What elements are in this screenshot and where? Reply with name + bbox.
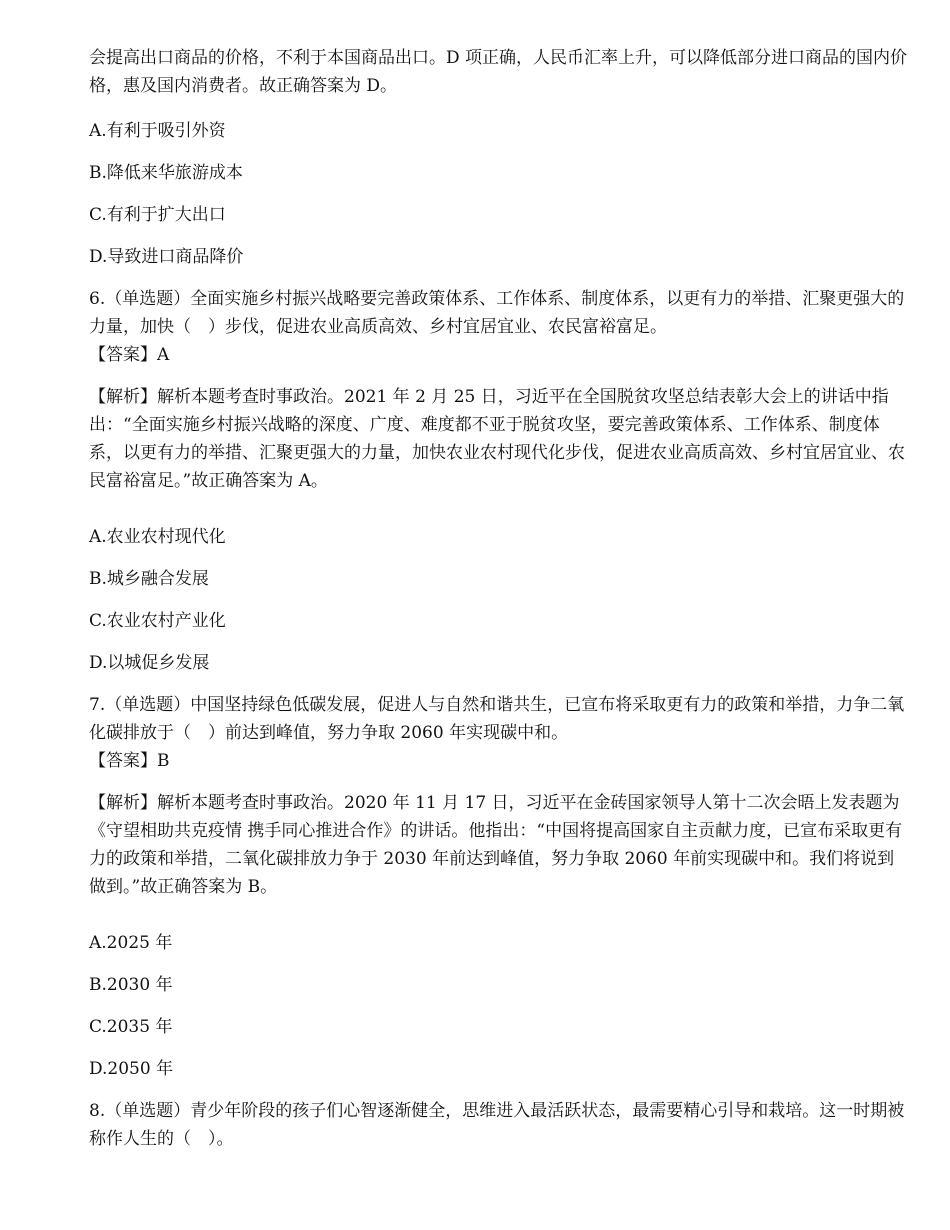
intro-analysis-text: 会提高出口商品的价格，不利于本国商品出口。D 项正确，人民币汇率上升，可以降低部分进口商品的国内价格，惠及国内消费者。故正确答案为 D。 [89, 48, 908, 96]
option-b: B.城乡融合发展 [89, 569, 209, 589]
option-c: C.2035 年 [89, 1017, 173, 1037]
question-stem: 6.（单选题）全面实施乡村振兴战略要完善政策体系、工作体系、制度体系，以更有力的举措、汇聚更强大的力量，加快（ ）步伐，促进农业高质高效、乡村宜居宜业、农民富裕富足。 [89, 289, 905, 337]
answer-label: 【答案】B [89, 751, 170, 771]
option-d: D.2050 年 [89, 1059, 174, 1079]
option-b: B.降低来华旅游成本 [89, 163, 243, 183]
analysis-text: 【解析】解析本题考查时事政治。2020 年 11 月 17 日，习近平在金砖国家领导人第十二次会晤上发表题为《守望相助共克疫情 携手同心推进合作》的讲话。他指出：“中国将提高国家自主贡献力度，已宣布采取更有力的政策和举措，二氧化碳排放力争于 2030 年前达到峰值，努力争取 2060 年前实现碳中和。我们将说到做到。”故正确答案为 B。 [89, 793, 903, 897]
option-b: B.2030 年 [89, 975, 173, 995]
option-d: D.导致进口商品降价 [89, 247, 244, 267]
question-stem: 8.（单选题）青少年阶段的孩子们心智逐渐健全，思维进入最活跃状态，最需要精心引导和栽培。这一时期被称作人生的（ ）。 [89, 1101, 905, 1149]
option-a: A.农业农村现代化 [89, 527, 226, 547]
option-a: A.有利于吸引外资 [89, 121, 226, 141]
question-6 [89, 285, 909, 677]
option-a: A.2025 年 [89, 933, 173, 953]
option-c: C.有利于扩大出口 [89, 205, 226, 225]
question-7 [89, 691, 909, 1083]
option-c: C.农业农村产业化 [89, 611, 226, 631]
option-d: D.以城促乡发展 [89, 653, 210, 673]
intro-options [89, 117, 909, 271]
analysis-text: 【解析】解析本题考查时事政治。2021 年 2 月 25 日，习近平在全国脱贫攻坚总结表彰大会上的讲话中指出：“全面实施乡村振兴战略的深度、广度、难度都不亚于脱贫攻坚，要完善政策体系、工作体系、制度体系，以更有力的举措、汇聚更强大的力量，加快农业农村现代化步伐，促进农业高质高效、乡村宜居宜业、农民富裕富足。”故正确答案为 A。 [89, 387, 905, 491]
question-8 [89, 1097, 909, 1153]
answer-label: 【答案】A [89, 345, 170, 365]
question-stem: 7.（单选题）中国坚持绿色低碳发展，促进人与自然和谐共生，已宣布将采取更有力的政策和举措，力争二氧化碳排放于（ ）前达到峰值，努力争取 2060 年实现碳中和。 [89, 695, 905, 743]
document-page [89, 44, 909, 1153]
